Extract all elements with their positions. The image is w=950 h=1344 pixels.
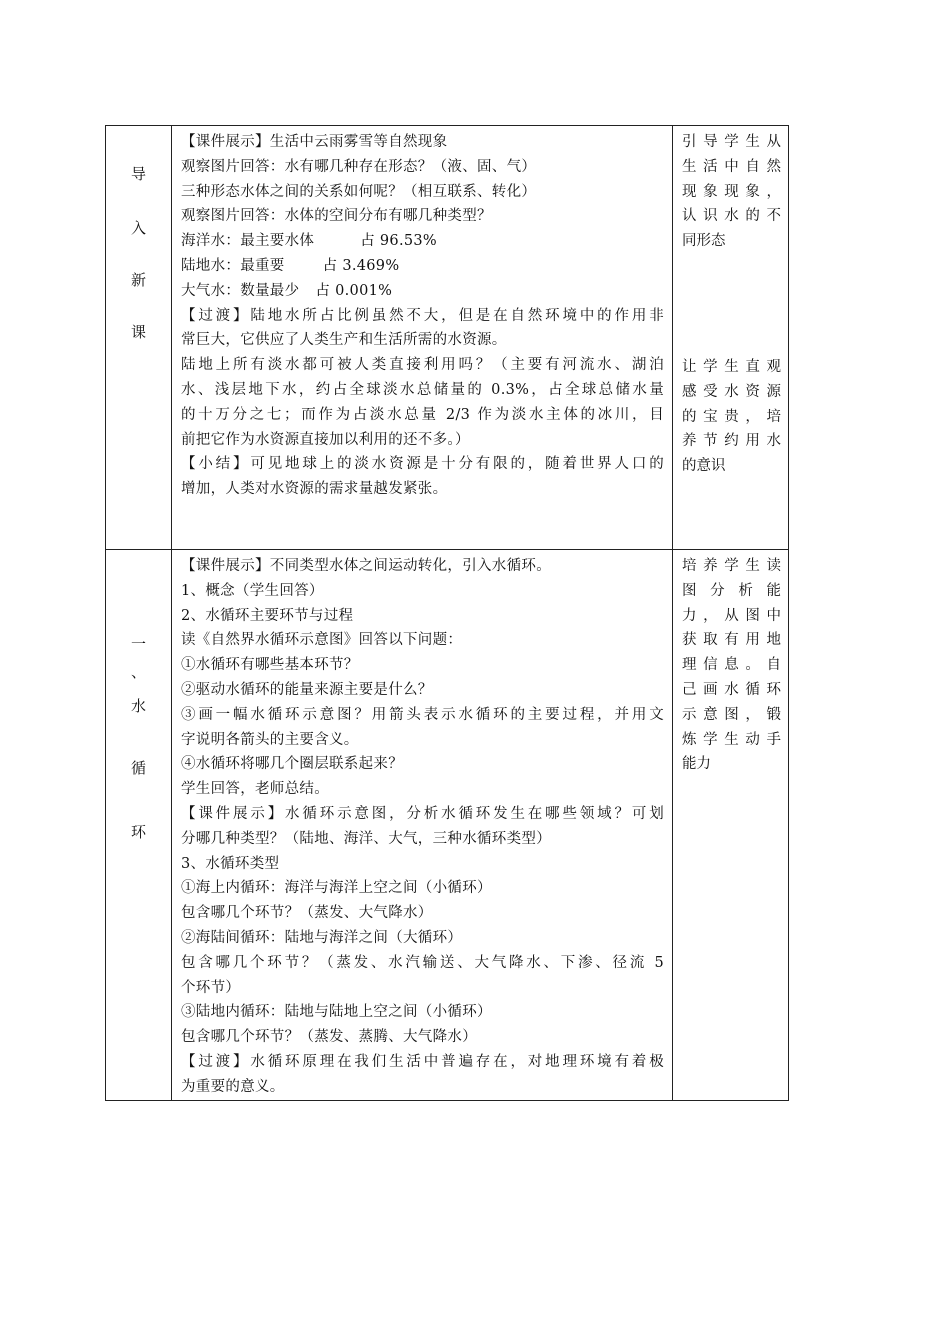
note-line: 培养学生读 [682, 558, 781, 574]
content-line [181, 876, 664, 901]
note-line: 示意图，锻 [682, 706, 781, 723]
note-line: 图分析能 [682, 582, 781, 599]
content-line-text: 常巨大，它供应了人类生产和生活所需的水资源。 [181, 332, 507, 349]
note-line: 理信息。自 [682, 657, 781, 674]
content-line [181, 653, 664, 678]
content-line [181, 951, 664, 976]
content-line-text: 大气水：数量最少 [181, 282, 300, 299]
content-line [181, 1075, 664, 1100]
content-line [181, 604, 664, 629]
note-line: 认识水的不 [682, 208, 781, 225]
content-line [181, 579, 664, 604]
content-line-text: 为重要的意义。 [181, 1078, 285, 1095]
content-line-text: 个环节） [181, 979, 241, 996]
note-line: 生活中自然 [682, 158, 781, 175]
lesson-plan-table [105, 125, 789, 1101]
content-line [181, 678, 664, 703]
content-line-text: ①水循环有哪些基本环节？ [181, 657, 359, 674]
content-line [181, 703, 664, 728]
note-line: 的宝贵，培 [682, 408, 781, 425]
label-char: 一 [130, 635, 146, 653]
content-line-text: 【课件展示】生活中云雨雾雪等自然现象 [181, 134, 448, 150]
note-line: 养节约用水 [682, 433, 781, 450]
content-line [181, 477, 664, 502]
content-line [181, 304, 664, 329]
note-block [682, 355, 781, 479]
content-line-text: 包含哪几个环节？（蒸发、蒸腾、大气降水） [181, 1029, 477, 1046]
content-line [181, 353, 664, 378]
label-char: 、 [130, 663, 146, 681]
section-label-intro [106, 126, 172, 550]
content-line-text: 【过渡】水循环原理在我们生活中普遍存在，对地理环境有着极 [181, 1053, 664, 1070]
note-block [682, 554, 781, 777]
note-block [682, 130, 781, 254]
content-line [181, 926, 664, 951]
content-line [181, 428, 664, 453]
content-line [181, 1000, 664, 1025]
content-line [181, 752, 664, 777]
content-line-share: 占 0.001% [315, 282, 393, 299]
content-lines [181, 130, 664, 502]
content-line [181, 130, 664, 155]
content-line [181, 328, 664, 353]
content-line-text: 的十万分之七；而作为占淡水总量 2/3 作为淡水主体的冰川，目 [181, 406, 664, 423]
content-line [181, 204, 664, 229]
content-line [181, 628, 664, 653]
content-line-text: 包含哪几个环节？（蒸发、水汽输送、大气降水、下渗、径流 5 [181, 954, 664, 971]
content-line-text: 3、水循环类型 [181, 855, 280, 872]
section-row-intro [106, 126, 789, 550]
label-char: 循 [130, 759, 146, 777]
content-line [181, 728, 664, 753]
note-line: 现象现象， [682, 183, 781, 200]
content-line [181, 1025, 664, 1050]
content-line-text: 增加，人类对水资源的需求量越发紧张。 [181, 481, 448, 498]
content-line-share: 占 3.469% [322, 257, 400, 274]
content-line [181, 901, 664, 926]
content-line-text: 包含哪几个环节？（蒸发、大气降水） [181, 905, 433, 922]
content-line-text: 【小结】可见地球上的淡水资源是十分有限的，随着世界人口的 [181, 456, 664, 473]
content-line-text: 学生回答，老师总结。 [181, 781, 329, 798]
content-line [181, 802, 664, 827]
section-label-water-cycle [106, 550, 172, 1101]
content-line-text: 读《自然界水循环示意图》回答以下问题： [181, 632, 463, 649]
content-line [181, 852, 664, 877]
content-line-text: ③画一幅水循环示意图？用箭头表示水循环的主要过程，并用文 [181, 706, 664, 723]
note-line: 己画水循环 [682, 681, 781, 698]
content-line-text: 分哪几种类型？（陆地、海洋、大气，三种水循环类型） [181, 830, 551, 847]
content-line [181, 827, 664, 852]
content-line-text: 海洋水：最主要水体 [181, 233, 315, 250]
content-cell-intro [172, 126, 673, 550]
label-char: 水 [130, 697, 146, 715]
note-cell-intro [673, 126, 789, 550]
content-line [181, 452, 664, 477]
label-char: 课 [130, 323, 146, 341]
content-line-text: 观察图片回答：水有哪几种存在形态？（液、固、气） [181, 158, 537, 175]
section-row-water-cycle [106, 550, 789, 1101]
content-line-text: ①海上内循环：海洋与海洋上空之间（小循环） [181, 880, 492, 897]
label-char: 环 [130, 823, 146, 841]
content-line-text: 观察图片回答：水体的空间分布有哪几种类型？ [181, 208, 492, 225]
content-line-text: 2、水循环主要环节与过程 [181, 607, 354, 624]
content-line-text: ④水循环将哪几个圈层联系起来？ [181, 756, 403, 773]
content-cell-water-cycle [172, 550, 673, 1101]
note-line: 获取有用地 [682, 632, 781, 649]
content-line [181, 976, 664, 1001]
content-line-text: ③陆地内循环：陆地与陆地上空之间（小循环） [181, 1004, 492, 1021]
content-line-text: 三种形态水体之间的关系如何呢？（相互联系、转化） [181, 183, 537, 200]
note-cell-water-cycle [673, 550, 789, 1101]
content-line [181, 155, 664, 180]
label-char: 新 [130, 271, 146, 289]
note-line: 同形态 [682, 233, 726, 250]
content-line-text: ②海陆间循环：陆地与海洋之间（大循环） [181, 929, 463, 946]
content-line [181, 229, 664, 254]
content-line [181, 554, 664, 579]
content-lines [181, 554, 664, 1100]
note-line: 力，从图中 [682, 607, 781, 624]
note-line: 的意识 [682, 458, 726, 475]
content-line-share: 占 96.53% [360, 233, 438, 250]
note-line: 让学生直观 [682, 358, 781, 375]
note-line: 感受水资源 [682, 383, 781, 400]
content-line-text: ②驱动水循环的能量来源主要是什么？ [181, 681, 433, 698]
content-line [181, 254, 664, 279]
content-line-text: 【课件展示】不同类型水体之间运动转化，引入水循环。 [181, 558, 551, 574]
content-line-text: 陆地上所有淡水都可被人类直接利用吗？（主要有河流水、湖泊 [181, 357, 664, 374]
note-line: 炼学生动手 [682, 731, 781, 748]
content-line [181, 279, 664, 304]
content-line-text: 前把它作为水资源直接加以利用的还不多。） [181, 431, 470, 448]
content-line [181, 180, 664, 205]
content-line [181, 777, 664, 802]
content-line [181, 1050, 664, 1075]
content-line [181, 403, 664, 428]
note-line: 能力 [682, 756, 711, 773]
content-line-text: 【过渡】陆地水所占比例虽然不大，但是在自然环境中的作用非 [181, 307, 664, 324]
content-line-text: 【课件展示】水循环示意图，分析水循环发生在哪些领域？可划 [181, 805, 664, 822]
label-char: 导 [130, 165, 146, 183]
content-line-text: 水、浅层地下水，约占全球淡水总储量的 0.3%，占全球总储水量 [181, 381, 664, 398]
label-char: 入 [130, 219, 146, 237]
note-line: 引导学生从 [682, 134, 781, 150]
content-line-text: 1、概念（学生回答） [181, 582, 324, 599]
content-line-text: 陆地水：最重要 [181, 257, 285, 274]
content-line-text: 字说明各箭头的主要含义。 [181, 731, 359, 748]
content-line [181, 378, 664, 403]
